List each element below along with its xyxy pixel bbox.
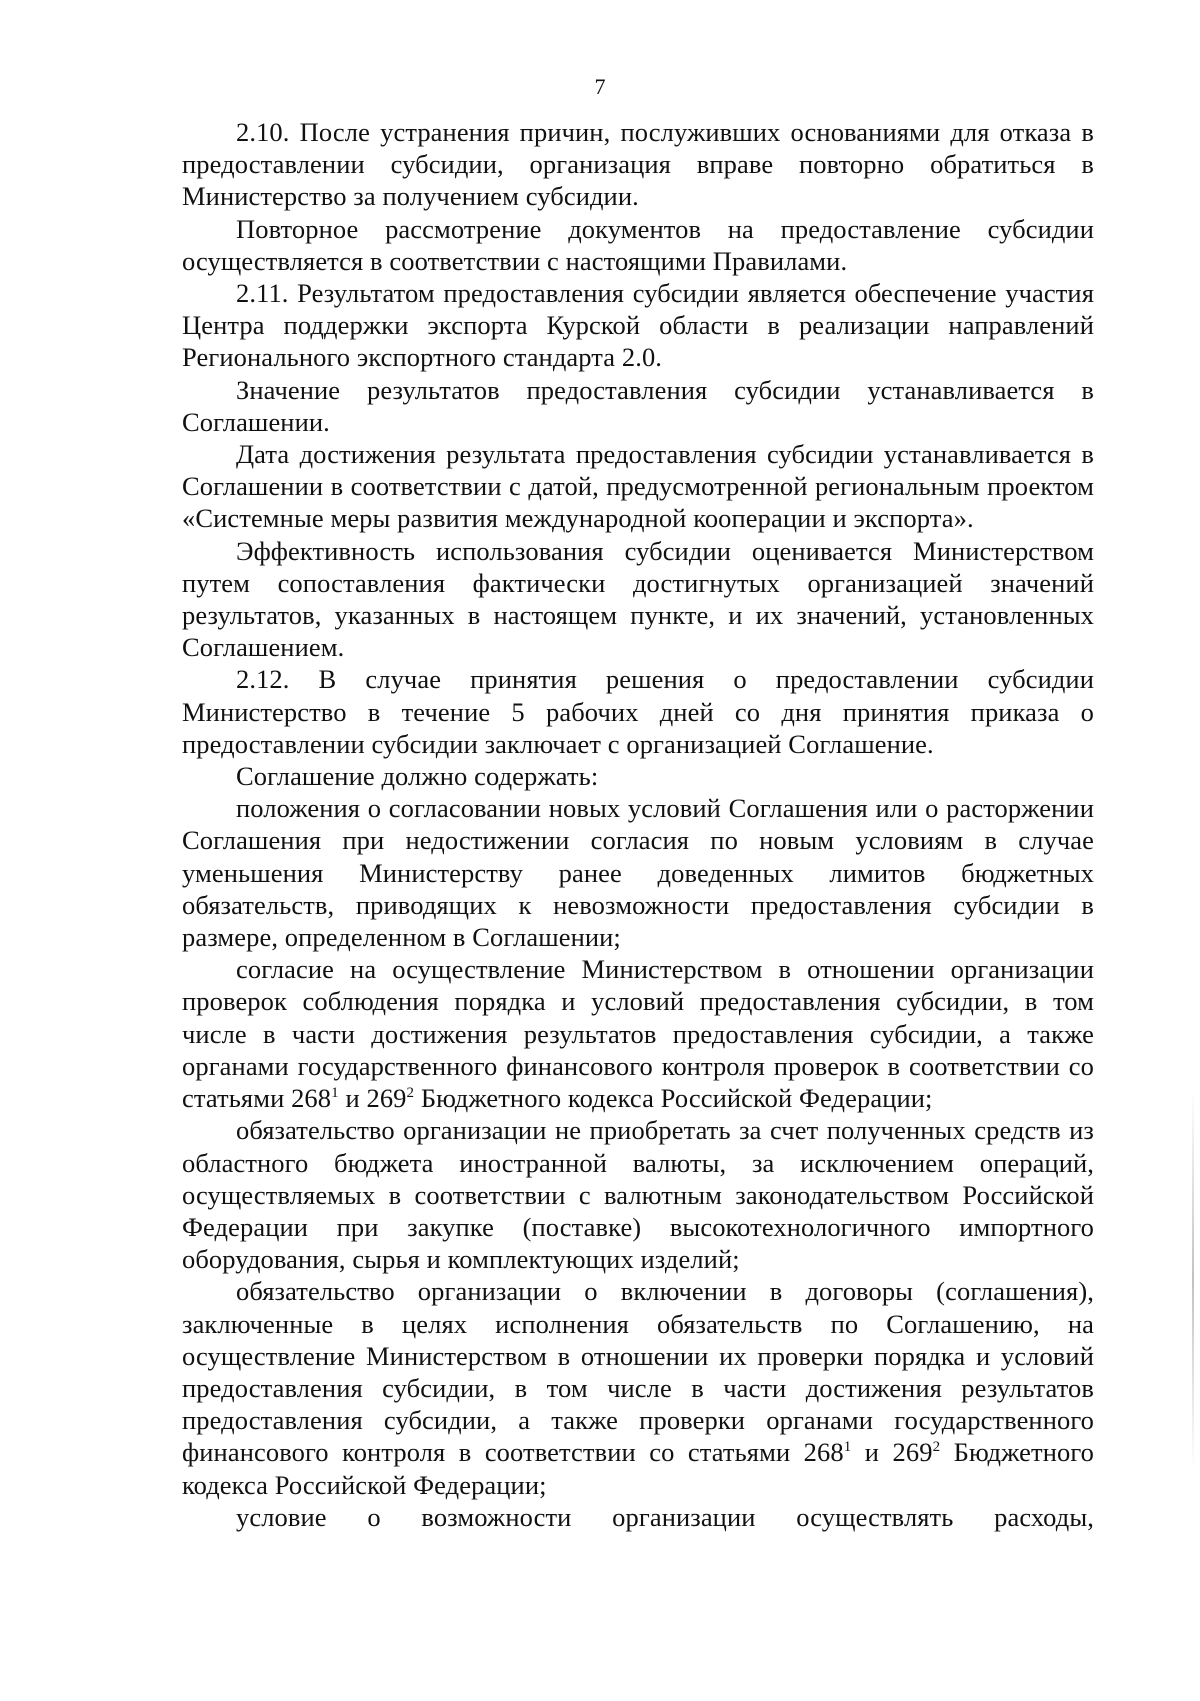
document-body <box>182 116 1094 1533</box>
superscript: 2 <box>406 1085 415 1102</box>
paragraph-result-date: Дата достижения результата предоставления субсидии устанавливается в Соглашении в соответствии с датой, предусмотренной региональным проектом «Системные меры развития международной кооперации и экспорта». <box>182 439 1094 534</box>
superscript: 1 <box>843 1439 852 1456</box>
text-fragment: и 269 <box>338 1083 407 1114</box>
text-fragment: согласие на осуществление Министерством в отношении организации проверок соблюдения порядка и условий предоставления субсидии, в том числе в части достижения результатов предоставления субсидии, а также органами государственного финансового контроля проверок в соответствии со статьями 268 <box>182 954 1094 1114</box>
paragraph-expenses-condition: условие о возможности организации осуществлять расходы, <box>236 1501 1094 1532</box>
text-fragment: Бюджетного кодекса Российской Федерации; <box>182 1437 1094 1500</box>
paragraph-new-conditions: положения о согласовании новых условий Соглашения или о расторжении Соглашения при недостижении согласия по новым условиям в случае уменьшения Министерству ранее доведенных лимитов бюджетных обязательств, приводящих к невозможности предоставления субсидии в размере, определенном в Соглашении; <box>182 793 1094 953</box>
paragraph-result-value: Значение результатов предоставления субсидии устанавливается в Соглашении. <box>182 374 1094 437</box>
paragraph-efficiency: Эффективность использования субсидии оценивается Министерством путем сопоставления фактически достигнутых организацией значений результатов, указанных в настоящем пункте, и их значений, установленных Соглашением. <box>182 535 1094 663</box>
paragraph-repeat-review: Повторное рассмотрение документов на предоставление субсидии осуществляется в соответствии с настоящими Правилами. <box>182 213 1094 276</box>
paragraph-2-11: 2.11. Результатом предоставления субсидии является обеспечение участия Центра поддержки экспорта Курской области в реализации направлений Регионального экспортного стандарта 2.0. <box>182 278 1094 373</box>
paragraph-2-12: 2.12. В случае принятия решения о предоставлении субсидии Министерство в течение 5 рабочих дней со дня принятия приказа о предоставлении субсидии заключает с организацией Соглашение. <box>182 664 1094 759</box>
superscript: 2 <box>932 1439 941 1456</box>
page-number: 7 <box>594 74 606 99</box>
paragraph-contract-inclusion <box>182 1275 1094 1500</box>
paragraph-agreement-contents: Соглашение должно содержать: <box>236 761 599 792</box>
text-fragment: Бюджетного кодекса Российской Федерации; <box>414 1083 933 1114</box>
paragraph-currency-obligation: обязательство организации не приобретать за счет полученных средств из областного бюджета иностранной валюты, за исключением операций, осуществляемых в соответствии с валютным законодательством Российской Федерации при закупке (поставке) высокотехнологичного импортного оборудования, сырья и комплектующих изделий; <box>182 1115 1094 1275</box>
text-fragment: и 269 <box>851 1437 933 1468</box>
paragraph-2-10: 2.10. После устранения причин, послуживших основаниями для отказа в предоставлении субсидии, организация вправе повторно обратиться в Министерство за получением субсидии. <box>182 117 1094 212</box>
superscript: 1 <box>331 1085 339 1102</box>
text-fragment: обязательство организации о включении в договоры (соглашения), заключенные в целях исполнения обязательств по Соглашению, на осуществление Министерством в отношении их проверки порядка и условий предоставления субсидии, в том числе в части достижения результатов предоставления субсидии, а также проверки органами государственного финансового контроля в соответствии со статьями 268 <box>182 1276 1094 1468</box>
scan-shadow-edge <box>1192 1090 1194 1470</box>
paragraph-inspection-consent <box>182 953 1094 1114</box>
